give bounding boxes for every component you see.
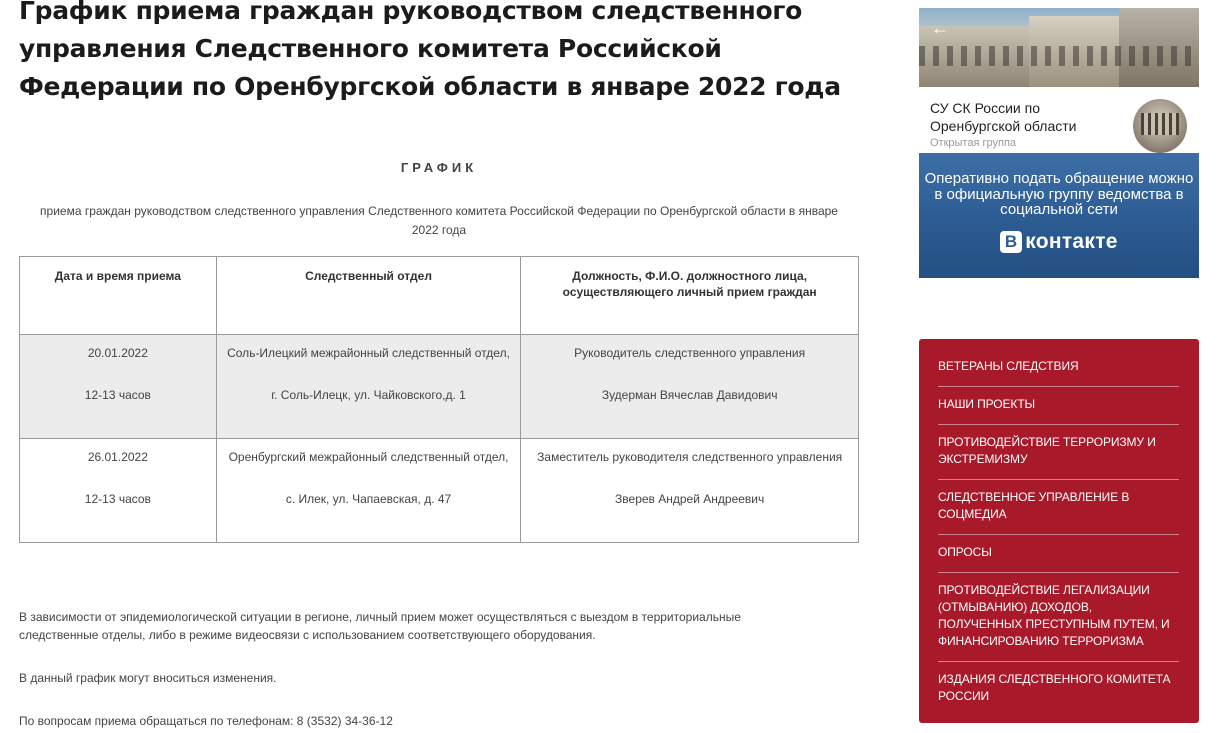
- note-epidemiological: В зависимости от эпидемиологической ситуации в регионе, личный прием может осуществляться с выездом в территориальные следственные отделы, либо в режиме видеосвязи с использованием соответствующего оборудования.: [19, 610, 741, 642]
- sidebar-item-social-media[interactable]: СЛЕДСТВЕННОЕ УПРАВЛЕНИЕ В СОЦМЕДИА: [938, 480, 1179, 535]
- table-row: [20, 439, 859, 543]
- official-position: Заместитель руководителя следственного управления: [537, 450, 843, 464]
- page-title: График приема граждан руководством следственного управления Следственного комитета Российской Федерации по Оренбургской области в январе 2022 года: [19, 0, 841, 101]
- official-name: Зверев Андрей Андреевич: [615, 492, 765, 506]
- table-row: [20, 335, 859, 439]
- official-name: Зудерман Вячеслав Давидович: [601, 388, 778, 402]
- document-subtitle: приема граждан руководством следственного управления Следственного комитета Российской Федерации по Оренбургской области в январе 2022 года: [40, 204, 838, 237]
- header-department: Следственный отдел: [216, 257, 521, 335]
- table-header-row: [20, 257, 859, 335]
- reception-time: 12-13 часов: [84, 388, 151, 402]
- sidebar-item-publications[interactable]: ИЗДАНИЯ СЛЕДСТВЕННОГО КОМИТЕТА РОССИИ: [938, 672, 1171, 703]
- vk-group-name[interactable]: СУ СК России по Оренбургской области: [930, 100, 1077, 134]
- sidebar-item-anti-money-laundering[interactable]: ПРОТИВОДЕЙСТВИЕ ЛЕГАЛИЗАЦИИ (ОТМЫВАНИЮ) ДОХОДОВ, ПОЛУЧЕННЫХ ПРЕСТУПНЫМ ПУТЕМ, И ФИНАНСИРОВАНИЮ ТЕРРОРИЗМА: [938, 573, 1179, 662]
- cell-date-time: [20, 335, 217, 439]
- cell-official: [521, 439, 859, 543]
- official-position: Руководитель следственного управления: [574, 346, 806, 360]
- reception-time: 12-13 часов: [84, 492, 151, 506]
- sidebar-menu: [919, 339, 1199, 723]
- vk-cover-image: [919, 8, 1199, 87]
- sidebar-item-projects[interactable]: НАШИ ПРОЕКТЫ: [938, 387, 1179, 425]
- note-contact-phone: По вопросам приема обращаться по телефонам: 8 (3532) 34-36-12: [19, 714, 393, 728]
- note-changes: В данный график могут вноситься изменения.: [19, 671, 277, 685]
- vk-group-type: Открытая группа: [930, 137, 1017, 149]
- vk-banner[interactable]: [919, 153, 1199, 278]
- department-name: Оренбургский межрайонный следственный отдел,: [228, 450, 509, 464]
- cell-official: [521, 335, 859, 439]
- reception-date: 26.01.2022: [87, 450, 148, 464]
- reception-date: 20.01.2022: [87, 346, 148, 360]
- vk-logo-text: контакте: [1025, 229, 1118, 253]
- header-date-time: Дата и время приема: [20, 257, 217, 335]
- department-address: с. Илек, ул. Чапаевская, д. 47: [285, 492, 452, 506]
- vk-logo-icon: В: [1000, 231, 1022, 253]
- document-heading: ГРАФИК: [400, 160, 478, 175]
- vk-group-info[interactable]: [919, 87, 1199, 153]
- avatar[interactable]: [1133, 99, 1187, 153]
- department-address: г. Соль-Илецк, ул. Чайковского,д. 1: [271, 388, 466, 402]
- cell-department: [216, 335, 521, 439]
- sidebar-item-counter-terrorism[interactable]: ПРОТИВОДЕЙСТВИЕ ТЕРРОРИЗМУ И ЭКСТРЕМИЗМУ: [938, 425, 1179, 480]
- schedule-table: [19, 256, 859, 543]
- main-content: [19, 0, 859, 728]
- sidebar-item-veterans[interactable]: ВЕТЕРАНЫ СЛЕДСТВИЯ: [938, 349, 1179, 387]
- vk-banner-text: Оперативно подать обращение можно в официальную группу ведомства в социальной сети: [924, 170, 1194, 218]
- department-name: Соль-Илецкий межрайонный следственный отдел,: [227, 346, 510, 360]
- cell-date-time: [20, 439, 217, 543]
- vk-logo: [1000, 230, 1118, 254]
- header-official: Должность, Ф.И.О. должностного лица, осуществляющего личный прием граждан: [521, 257, 859, 335]
- arrow-left-icon[interactable]: ←: [931, 18, 949, 38]
- cell-department: [216, 439, 521, 543]
- sidebar-item-polls[interactable]: ОПРОСЫ: [938, 535, 1179, 573]
- vk-group-widget[interactable]: [919, 8, 1199, 278]
